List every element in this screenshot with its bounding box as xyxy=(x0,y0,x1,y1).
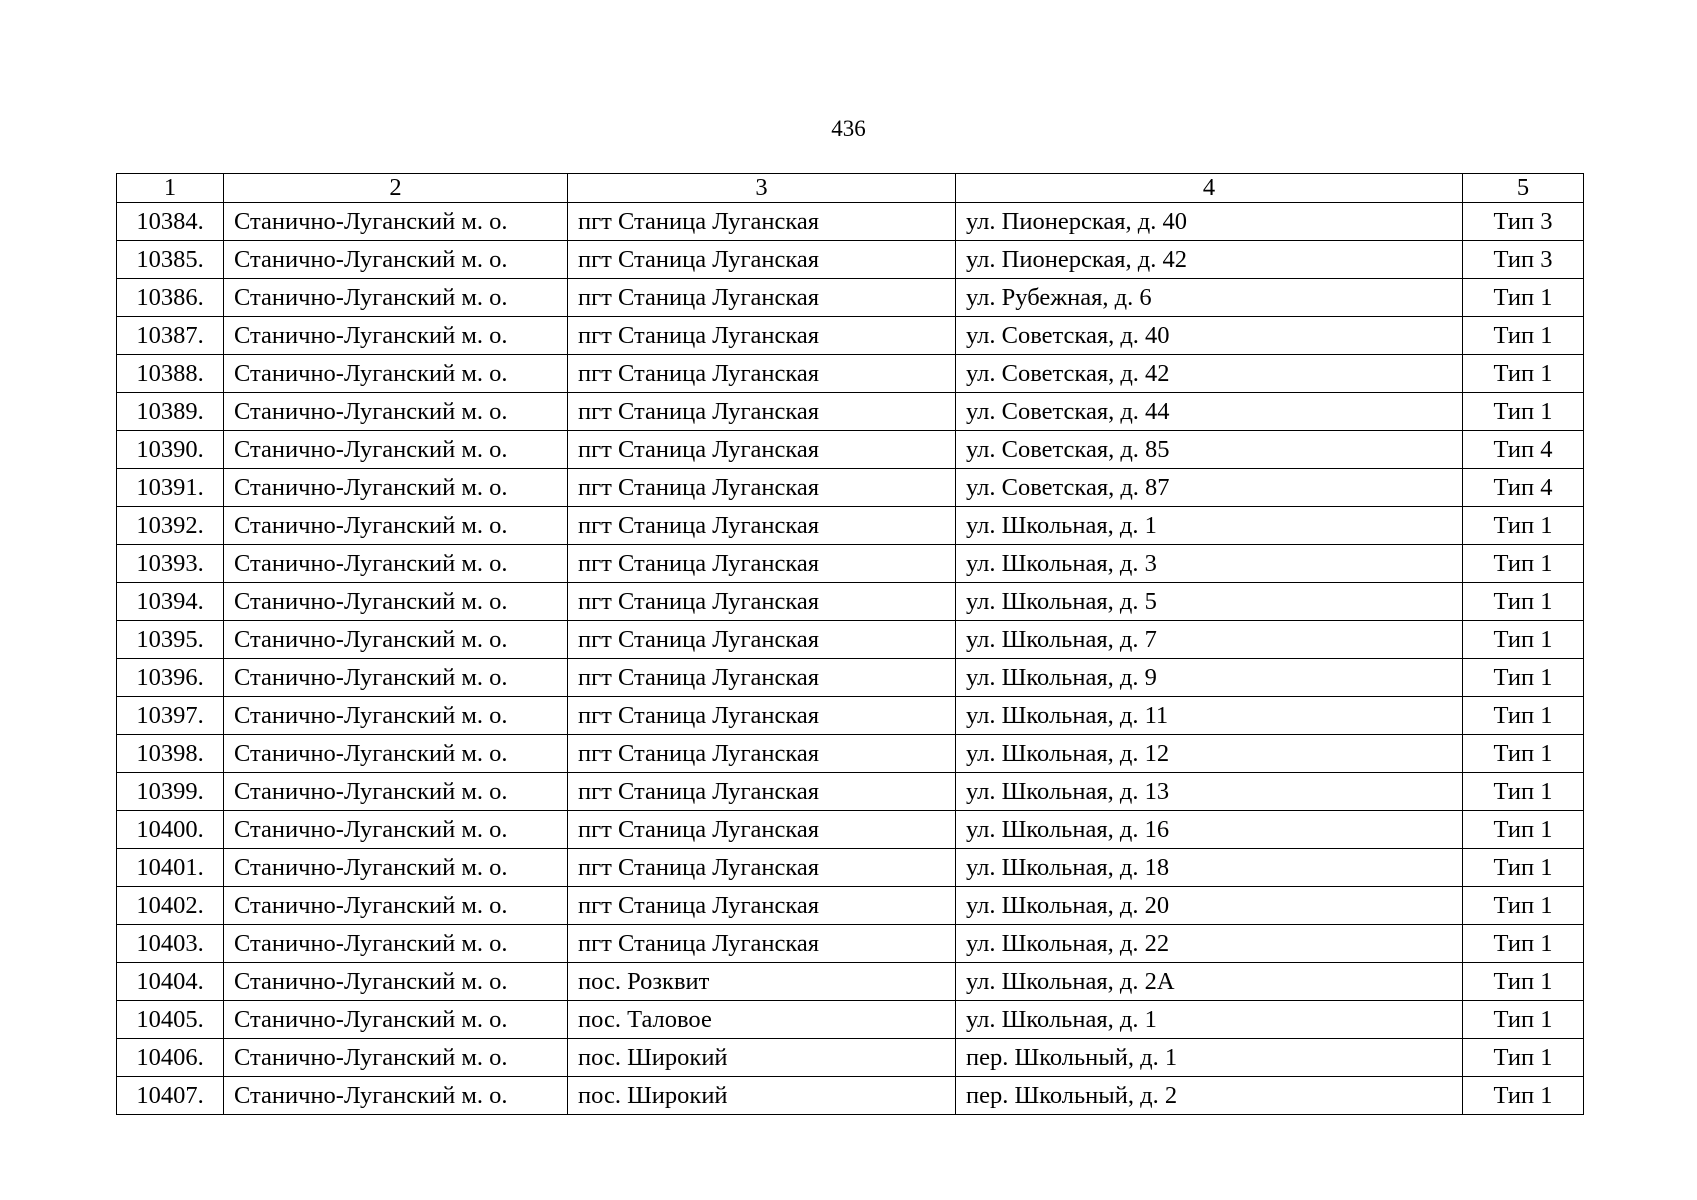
settlement-cell: пгт Станица Луганская xyxy=(568,735,956,773)
address-cell: ул. Рубежная, д. 6 xyxy=(956,279,1463,317)
address-cell: ул. Школьная, д. 1 xyxy=(956,507,1463,545)
row-number-cell: 10397. xyxy=(117,697,224,735)
municipality-cell: Станично-Луганский м. о. xyxy=(224,469,568,507)
municipality-cell: Станично-Луганский м. о. xyxy=(224,1039,568,1077)
settlement-cell: пгт Станица Луганская xyxy=(568,887,956,925)
address-cell: ул. Школьная, д. 7 xyxy=(956,621,1463,659)
type-cell: Тип 1 xyxy=(1463,963,1584,1001)
settlement-cell: пгт Станица Луганская xyxy=(568,279,956,317)
municipality-cell: Станично-Луганский м. о. xyxy=(224,317,568,355)
address-cell: ул. Советская, д. 42 xyxy=(956,355,1463,393)
settlement-cell: пгт Станица Луганская xyxy=(568,393,956,431)
municipality-cell: Станично-Луганский м. о. xyxy=(224,241,568,279)
type-cell: Тип 1 xyxy=(1463,697,1584,735)
municipality-cell: Станично-Луганский м. о. xyxy=(224,963,568,1001)
data-table xyxy=(116,173,1584,1115)
type-cell: Тип 1 xyxy=(1463,925,1584,963)
table-row xyxy=(117,545,1584,583)
address-cell: ул. Школьная, д. 1 xyxy=(956,1001,1463,1039)
row-number-cell: 10406. xyxy=(117,1039,224,1077)
address-cell: пер. Школьный, д. 1 xyxy=(956,1039,1463,1077)
municipality-cell: Станично-Луганский м. о. xyxy=(224,203,568,241)
settlement-cell: пос. Таловое xyxy=(568,1001,956,1039)
type-cell: Тип 1 xyxy=(1463,355,1584,393)
row-number-cell: 10392. xyxy=(117,507,224,545)
municipality-cell: Станично-Луганский м. о. xyxy=(224,355,568,393)
municipality-cell: Станично-Луганский м. о. xyxy=(224,697,568,735)
table-row xyxy=(117,317,1584,355)
row-number-cell: 10390. xyxy=(117,431,224,469)
row-number-cell: 10407. xyxy=(117,1077,224,1115)
table-row xyxy=(117,1077,1584,1115)
table-row xyxy=(117,887,1584,925)
table-row xyxy=(117,583,1584,621)
settlement-cell: пгт Станица Луганская xyxy=(568,203,956,241)
municipality-cell: Станично-Луганский м. о. xyxy=(224,659,568,697)
table-row xyxy=(117,735,1584,773)
type-cell: Тип 1 xyxy=(1463,887,1584,925)
municipality-cell: Станично-Луганский м. о. xyxy=(224,507,568,545)
type-cell: Тип 1 xyxy=(1463,583,1584,621)
row-number-cell: 10388. xyxy=(117,355,224,393)
table-row xyxy=(117,203,1584,241)
type-cell: Тип 1 xyxy=(1463,773,1584,811)
address-cell: ул. Советская, д. 87 xyxy=(956,469,1463,507)
settlement-cell: пгт Станица Луганская xyxy=(568,697,956,735)
address-cell: ул. Пионерская, д. 42 xyxy=(956,241,1463,279)
table-row xyxy=(117,659,1584,697)
municipality-cell: Станично-Луганский м. о. xyxy=(224,545,568,583)
table-row xyxy=(117,1001,1584,1039)
row-number-cell: 10405. xyxy=(117,1001,224,1039)
settlement-cell: пгт Станица Луганская xyxy=(568,469,956,507)
settlement-cell: пгт Станица Луганская xyxy=(568,507,956,545)
type-cell: Тип 1 xyxy=(1463,849,1584,887)
type-cell: Тип 1 xyxy=(1463,1001,1584,1039)
municipality-cell: Станично-Луганский м. о. xyxy=(224,621,568,659)
table-row xyxy=(117,773,1584,811)
settlement-cell: пгт Станица Луганская xyxy=(568,925,956,963)
table-body xyxy=(117,203,1584,1115)
type-cell: Тип 1 xyxy=(1463,811,1584,849)
type-cell: Тип 1 xyxy=(1463,279,1584,317)
type-cell: Тип 1 xyxy=(1463,621,1584,659)
address-cell: ул. Школьная, д. 12 xyxy=(956,735,1463,773)
address-cell: ул. Школьная, д. 20 xyxy=(956,887,1463,925)
settlement-cell: пгт Станица Луганская xyxy=(568,431,956,469)
type-cell: Тип 3 xyxy=(1463,203,1584,241)
table-row xyxy=(117,355,1584,393)
table-row xyxy=(117,621,1584,659)
column-header-2: 2 xyxy=(224,174,568,203)
column-header-1: 1 xyxy=(117,174,224,203)
page-number: 436 xyxy=(831,116,866,141)
type-cell: Тип 3 xyxy=(1463,241,1584,279)
table-row xyxy=(117,849,1584,887)
address-cell: ул. Советская, д. 44 xyxy=(956,393,1463,431)
row-number-cell: 10399. xyxy=(117,773,224,811)
municipality-cell: Станично-Луганский м. о. xyxy=(224,925,568,963)
settlement-cell: пгт Станица Луганская xyxy=(568,583,956,621)
settlement-cell: пос. Широкий xyxy=(568,1077,956,1115)
municipality-cell: Станично-Луганский м. о. xyxy=(224,431,568,469)
municipality-cell: Станично-Луганский м. о. xyxy=(224,773,568,811)
municipality-cell: Станично-Луганский м. о. xyxy=(224,1001,568,1039)
municipality-cell: Станично-Луганский м. о. xyxy=(224,735,568,773)
settlement-cell: пгт Станица Луганская xyxy=(568,355,956,393)
type-cell: Тип 4 xyxy=(1463,469,1584,507)
table-row xyxy=(117,469,1584,507)
settlement-cell: пгт Станица Луганская xyxy=(568,659,956,697)
table-header xyxy=(117,174,1584,203)
row-number-cell: 10394. xyxy=(117,583,224,621)
settlement-cell: пгт Станица Луганская xyxy=(568,849,956,887)
address-cell: ул. Школьная, д. 2А xyxy=(956,963,1463,1001)
table-row xyxy=(117,697,1584,735)
row-number-cell: 10402. xyxy=(117,887,224,925)
settlement-cell: пгт Станица Луганская xyxy=(568,241,956,279)
row-number-cell: 10386. xyxy=(117,279,224,317)
row-number-cell: 10396. xyxy=(117,659,224,697)
municipality-cell: Станично-Луганский м. о. xyxy=(224,849,568,887)
type-cell: Тип 1 xyxy=(1463,317,1584,355)
municipality-cell: Станично-Луганский м. о. xyxy=(224,393,568,431)
type-cell: Тип 4 xyxy=(1463,431,1584,469)
type-cell: Тип 1 xyxy=(1463,545,1584,583)
address-cell: пер. Школьный, д. 2 xyxy=(956,1077,1463,1115)
municipality-cell: Станично-Луганский м. о. xyxy=(224,279,568,317)
table-row xyxy=(117,393,1584,431)
type-cell: Тип 1 xyxy=(1463,393,1584,431)
row-number-cell: 10387. xyxy=(117,317,224,355)
row-number-cell: 10395. xyxy=(117,621,224,659)
settlement-cell: пгт Станица Луганская xyxy=(568,811,956,849)
row-number-cell: 10401. xyxy=(117,849,224,887)
column-header-5: 5 xyxy=(1463,174,1584,203)
type-cell: Тип 1 xyxy=(1463,735,1584,773)
column-header-3: 3 xyxy=(568,174,956,203)
table-row xyxy=(117,279,1584,317)
row-number-cell: 10398. xyxy=(117,735,224,773)
address-cell: ул. Советская, д. 85 xyxy=(956,431,1463,469)
table-row xyxy=(117,963,1584,1001)
row-number-cell: 10400. xyxy=(117,811,224,849)
row-number-cell: 10403. xyxy=(117,925,224,963)
settlement-cell: пгт Станица Луганская xyxy=(568,773,956,811)
row-number-cell: 10404. xyxy=(117,963,224,1001)
address-cell: ул. Школьная, д. 22 xyxy=(956,925,1463,963)
address-cell: ул. Пионерская, д. 40 xyxy=(956,203,1463,241)
type-cell: Тип 1 xyxy=(1463,1039,1584,1077)
table-row xyxy=(117,925,1584,963)
table-row xyxy=(117,431,1584,469)
table-row xyxy=(117,241,1584,279)
type-cell: Тип 1 xyxy=(1463,659,1584,697)
row-number-cell: 10393. xyxy=(117,545,224,583)
address-cell: ул. Школьная, д. 11 xyxy=(956,697,1463,735)
address-cell: ул. Школьная, д. 9 xyxy=(956,659,1463,697)
column-header-4: 4 xyxy=(956,174,1463,203)
municipality-cell: Станично-Луганский м. о. xyxy=(224,583,568,621)
settlement-cell: пгт Станица Луганская xyxy=(568,317,956,355)
address-cell: ул. Школьная, д. 5 xyxy=(956,583,1463,621)
address-cell: ул. Школьная, д. 18 xyxy=(956,849,1463,887)
settlement-cell: пгт Станица Луганская xyxy=(568,621,956,659)
municipality-cell: Станично-Луганский м. о. xyxy=(224,811,568,849)
table-row xyxy=(117,507,1584,545)
row-number-cell: 10385. xyxy=(117,241,224,279)
row-number-cell: 10384. xyxy=(117,203,224,241)
row-number-cell: 10391. xyxy=(117,469,224,507)
type-cell: Тип 1 xyxy=(1463,1077,1584,1115)
address-cell: ул. Школьная, д. 3 xyxy=(956,545,1463,583)
municipality-cell: Станично-Луганский м. о. xyxy=(224,1077,568,1115)
municipality-cell: Станично-Луганский м. о. xyxy=(224,887,568,925)
table-row xyxy=(117,811,1584,849)
settlement-cell: пос. Широкий xyxy=(568,1039,956,1077)
row-number-cell: 10389. xyxy=(117,393,224,431)
settlement-cell: пгт Станица Луганская xyxy=(568,545,956,583)
settlement-cell: пос. Розквит xyxy=(568,963,956,1001)
table-row xyxy=(117,1039,1584,1077)
address-cell: ул. Школьная, д. 16 xyxy=(956,811,1463,849)
type-cell: Тип 1 xyxy=(1463,507,1584,545)
address-cell: ул. Школьная, д. 13 xyxy=(956,773,1463,811)
header-row xyxy=(117,174,1584,203)
address-cell: ул. Советская, д. 40 xyxy=(956,317,1463,355)
